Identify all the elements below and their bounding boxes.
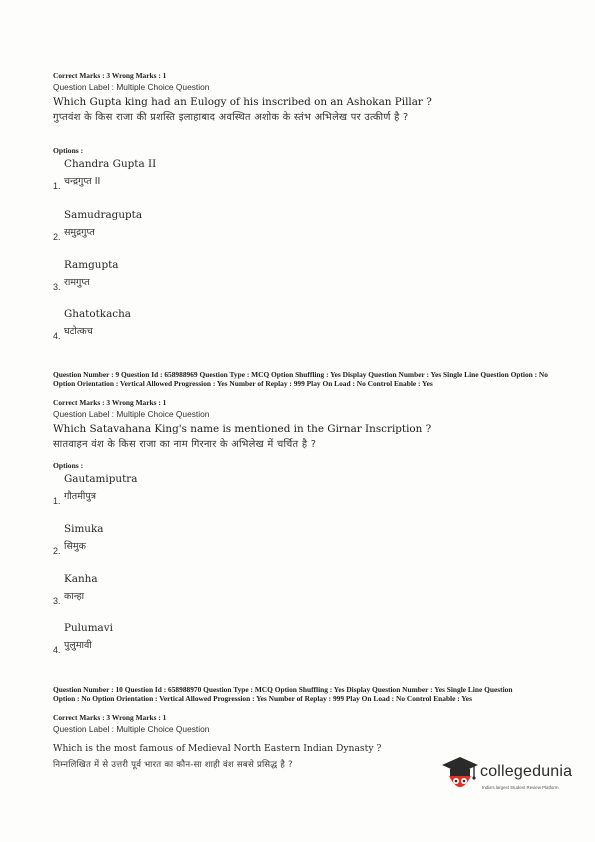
q9-marks: Correct Marks : 3 Wrong Marks : 1	[53, 398, 167, 407]
q8-question-en: Which Gupta king had an Eulogy of his inscribed on an Ashokan Pillar ?	[53, 96, 432, 108]
option-number: 2.	[53, 232, 61, 242]
option-text-hi: पुलुमावी	[64, 640, 92, 651]
q10-label: Question Label : Multiple Choice Question	[53, 724, 210, 734]
option-number: 4.	[53, 645, 61, 655]
option-number: 4.	[53, 331, 61, 341]
q9-option-4[interactable]	[53, 621, 353, 661]
option-text-en: Samudragupta	[64, 209, 143, 221]
q10-marks: Correct Marks : 3 Wrong Marks : 1	[53, 713, 167, 722]
option-text-hi: कान्हा	[64, 591, 85, 602]
option-text-en: Kanha	[64, 573, 98, 585]
option-text-en: Ramgupta	[64, 259, 119, 271]
q9-question-en: Which Satavahana King's name is mentioned in the Girnar Inscription ?	[53, 423, 432, 435]
q9-option-3[interactable]	[53, 572, 353, 612]
q10-question-hi: निम्नलिखित में से उत्तरी पूर्व भारत का कौन-सा शाही वंश सबसे प्रसिद्ध है ?	[53, 760, 293, 770]
option-text-en: Gautamiputra	[64, 473, 138, 485]
option-text-en: Ghatotkacha	[64, 308, 131, 320]
q8-label: Question Label : Multiple Choice Question	[53, 82, 210, 92]
option-text-hi: समुद्रगुप्त	[64, 227, 95, 238]
q10-question-en: Which is the most famous of Medieval North Eastern Indian Dynasty ?	[53, 743, 382, 754]
q9-options-label: Options :	[53, 461, 84, 470]
option-text-hi: रामगुप्त	[64, 277, 90, 288]
q10-header: Question Number : 10 Question Id : 658988970 Question Type : MCQ Option Shuffling : Yes Display Question Number : Yes Single Line Question Option : No Option Orientation : Vertical Allowed Progression : Yes Number of Replay : 999 Play On Load : No Control Enable : Yes	[53, 685, 513, 703]
q9-option-1[interactable]	[53, 472, 353, 512]
option-text-hi: गौतमीपुत्र	[64, 491, 97, 502]
q8-options-label: Options :	[53, 146, 84, 155]
q8-option-2[interactable]	[53, 208, 353, 248]
option-text-en: Pulumavi	[64, 622, 113, 634]
logo-tagline: India's largest Student Review Platform	[482, 785, 559, 790]
q8-marks: Correct Marks : 3 Wrong Marks : 1	[53, 71, 167, 80]
option-text-en: Simuka	[64, 523, 104, 535]
option-number: 2.	[53, 546, 61, 556]
q9-question-hi: सातवाहन वंश के किस राजा का नाम गिरनार के अभिलेख में चर्चित है ?	[53, 439, 317, 450]
option-number: 3.	[53, 282, 61, 292]
q9-label: Question Label : Multiple Choice Question	[53, 409, 210, 419]
q8-option-4[interactable]	[53, 307, 353, 347]
q9-option-2[interactable]	[53, 522, 353, 562]
option-text-en: Chandra Gupta II	[64, 158, 157, 170]
collegedunia-logo	[440, 752, 573, 812]
option-text-hi: सिमुक	[64, 541, 86, 552]
q8-option-1[interactable]	[53, 157, 353, 197]
option-number: 1.	[53, 181, 61, 191]
q8-option-3[interactable]	[53, 258, 353, 298]
option-number: 3.	[53, 596, 61, 606]
option-text-hi: घटोत्कच	[64, 326, 93, 337]
q8-question-hi: गुप्तवंश के किस राजा की प्रशस्ति इलाहाबाद अवस्थित अशोक के स्तंभ अभिलेख पर उत्कीर्ण है ?	[53, 112, 409, 123]
graduate-cap-icon	[440, 752, 480, 798]
q9-header: Question Number : 9 Question Id : 658988969 Question Type : MCQ Option Shuffling : Yes Display Question Number : Yes Single Line Question Option : No Option Orientation : Vertical Allowed Progression : Yes Number of Replay : 999 Play On Load : No Control Enable : Yes	[53, 370, 548, 388]
logo-name: collegedunia	[480, 763, 573, 780]
option-number: 1.	[53, 496, 61, 506]
option-text-hi: चन्द्रगुप्त II	[64, 176, 101, 187]
